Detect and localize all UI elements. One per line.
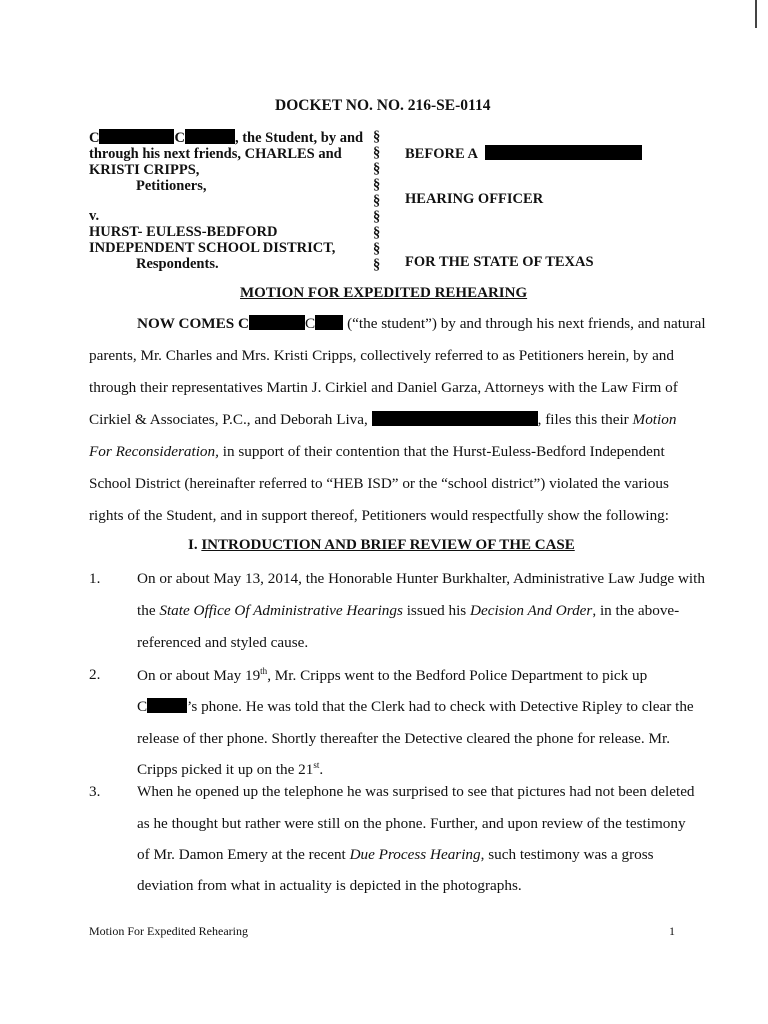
ordinal-suffix: st [313, 760, 320, 770]
student-initial-1: C [89, 130, 100, 146]
item-1-line-1: On or about May 13, 2014, the Honorable Hunter Burkhalter, Administrative Law Judge with [137, 570, 705, 587]
intro-line-3: through their representatives Martin J. Cirkiel and Daniel Garza, Attorneys with the Law Firm of [89, 379, 678, 396]
caption-respondents: Respondents. [136, 256, 219, 272]
item-text: , Mr. Cripps went to the Bedford Police Department to pick up [267, 667, 648, 685]
caption-line: KRISTI CRIPPS, [89, 162, 200, 178]
caption-line: HURST- EULESS-BEDFORD [89, 224, 278, 240]
caption-student-text: , the Student, by and [234, 130, 364, 146]
student-initial-2: C [174, 130, 185, 146]
item-2-line-1 [137, 666, 647, 685]
redaction-block [315, 315, 343, 330]
intro-text: (“the student”) by and through his next friends, and natural [347, 315, 706, 332]
caption-student-line [89, 129, 363, 146]
item-text: ’s phone. He was told that the Clerk had to check with Detective Ripley to clear the [187, 698, 694, 715]
intro-text: Cirkiel & Associates, P.C., and Deborah Liva, [89, 411, 368, 428]
section-symbol: § [373, 129, 381, 145]
item-text: the [137, 602, 160, 619]
decision-italic: Decision And Order [470, 602, 593, 619]
caption-line: through his next friends, CHARLES and [89, 146, 342, 162]
item-text: issued his [402, 602, 470, 619]
intro-line-6: School District (hereinafter referred to “HEB ISD” or the “school district”) violated the various [89, 475, 669, 492]
item-2-line-2 [137, 698, 694, 716]
section-symbol: § [373, 225, 381, 241]
caption-line: INDEPENDENT SCHOOL DISTRICT, [89, 240, 336, 256]
item-number: 1. [89, 570, 101, 587]
footer-title: Motion For Expedited Rehearing [89, 924, 248, 938]
intro-line-2: parents, Mr. Charles and Mrs. Kristi Cripps, collectively referred to as Petitioners herein, by and [89, 347, 674, 364]
section-heading [188, 537, 575, 554]
due-process-italic: Due Process Hearing [349, 846, 481, 863]
redaction-block [147, 698, 187, 713]
section-symbol: § [373, 209, 381, 225]
item-3-line-3 [137, 846, 654, 864]
item-text: . [319, 761, 324, 779]
scan-edge-mark [755, 0, 757, 28]
section-number: I. [188, 537, 202, 553]
redaction-block [99, 129, 174, 144]
item-number: 2. [89, 666, 101, 683]
redaction-block [185, 129, 235, 144]
student-initial: C [304, 315, 316, 332]
section-symbol: § [373, 161, 381, 177]
page-number: 1 [669, 924, 675, 938]
intro-line-7: rights of the Student, and in support thereof, Petitioners would respectfully show the following: [89, 507, 669, 524]
soah-italic: State Office Of Administrative Hearings [159, 602, 403, 619]
motion-italic: Motion [632, 411, 677, 428]
intro-text: in support of their contention that the Hurst-Euless-Bedford Independent [218, 443, 665, 460]
item-2-line-3: release of ther phone. Shortly thereafter the Detective cleared the phone for release. Mr. [137, 730, 671, 747]
item-text: Cripps picked it up on the 21 [137, 761, 314, 779]
redaction-block [485, 145, 642, 160]
caption-state: FOR THE STATE OF TEXAS [405, 254, 594, 270]
item-3-line-1: When he opened up the telephone he was surprised to see that pictures had not been deleted [137, 783, 695, 800]
caption-before [405, 145, 642, 162]
item-3-line-4: deviation from what in actuality is depicted in the photographs. [137, 877, 522, 894]
intro-line-5 [89, 443, 665, 461]
item-1-line-2 [137, 602, 679, 620]
section-symbol: § [373, 241, 381, 257]
redaction-block [249, 315, 305, 330]
reconsideration-italic: For Reconsideration, [89, 443, 219, 460]
redaction-block [372, 411, 538, 426]
item-3-line-2: as he thought but rather were still on the phone. Further, and upon review of the testimony [137, 815, 686, 832]
student-initial: C [137, 698, 148, 715]
item-text: , in the above- [592, 602, 680, 619]
now-comes: NOW COMES C [137, 315, 249, 332]
section-symbol: § [373, 257, 381, 273]
section-symbol: § [373, 177, 381, 193]
item-text: , such testimony was a gross [480, 846, 654, 863]
intro-text: , files this their [537, 411, 633, 428]
section-symbol: § [373, 145, 381, 161]
caption-petitioners: Petitioners, [136, 178, 207, 194]
item-number: 3. [89, 783, 101, 800]
caption-hearing-officer: HEARING OFFICER [405, 191, 544, 207]
ordinal-suffix: th [260, 666, 268, 676]
caption-versus: v. [89, 208, 100, 224]
section-symbol: § [373, 193, 381, 209]
motion-title: MOTION FOR EXPEDITED REHEARING [240, 285, 528, 301]
item-text: On or about May 19 [137, 667, 261, 685]
caption-left [89, 129, 363, 272]
intro-line-4 [89, 411, 676, 429]
item-1-line-3: referenced and styled cause. [137, 634, 309, 651]
item-2-line-4 [137, 760, 323, 779]
intro-line-1 [137, 315, 706, 333]
item-text: of Mr. Damon Emery at the recent [137, 846, 350, 863]
before-a-label: BEFORE A [405, 146, 478, 162]
section-title: INTRODUCTION AND BRIEF REVIEW OF THE CASE [201, 537, 575, 553]
docket-number: DOCKET NO. NO. 216-SE-0114 [275, 97, 491, 114]
section-symbols [373, 129, 380, 273]
